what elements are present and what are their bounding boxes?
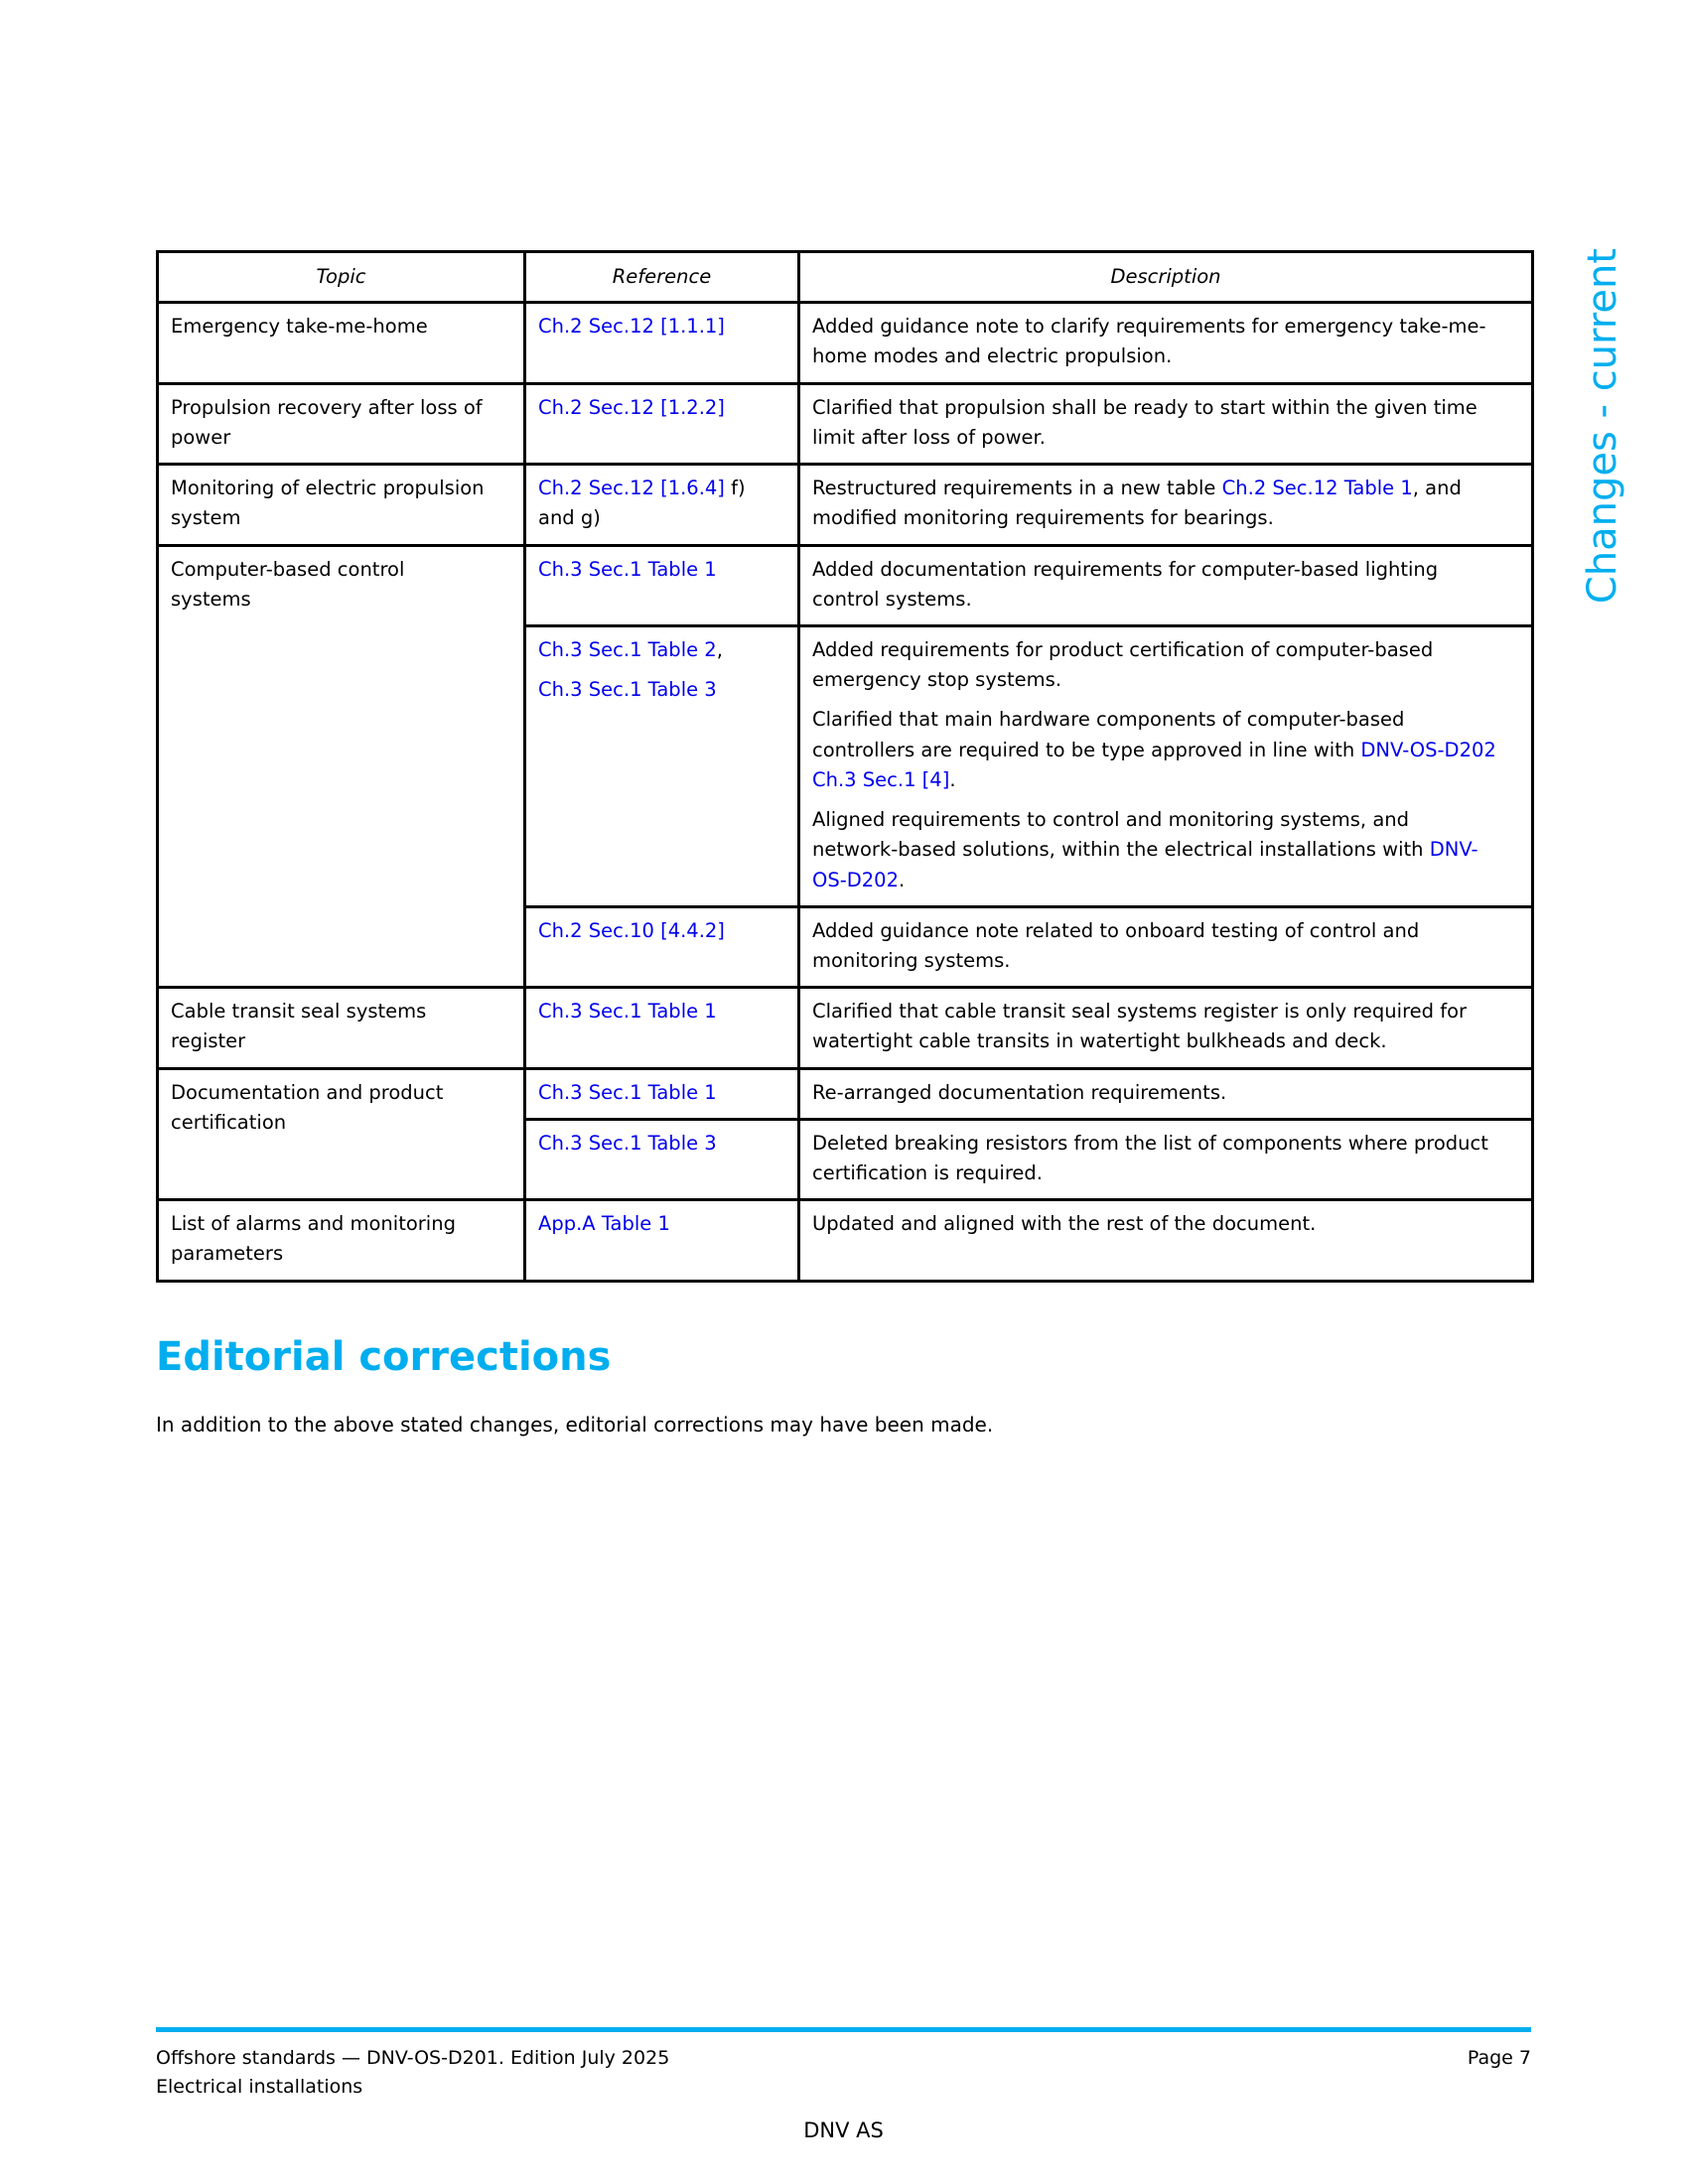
reference-text: , [716,637,723,661]
reference-link[interactable]: Ch.3 Sec.1 Table 1 [538,557,717,581]
reference-text: and g) [538,506,601,530]
topic-cell: Emergency take-me-home [158,303,525,383]
description-text: Added documentation requirements for computer-based lighting control systems. [812,557,1439,611]
description-cell [799,906,1533,987]
reference-link[interactable]: Ch.3 Sec.1 Table 2 [538,637,717,661]
reference-cell [525,906,799,987]
side-label-changes-current: Changes - current [1580,248,1625,605]
reference-cell [525,545,799,625]
description-text: Added requirements for product certification of computer-based emergency stop systems. [812,637,1434,692]
description-text: Updated and aligned with the rest of the document. [812,1212,1317,1236]
reference-cell [525,383,799,464]
reference-link[interactable]: Ch.2 Sec.12 [1.2.2] [538,395,725,419]
footer-company: DNV AS [803,2117,884,2142]
column-header-reference: Reference [525,252,799,303]
intro-paragraph: In addition to the above stated changes, editorial corrections may have been made. [156,1412,994,1436]
page-footer [156,2027,1531,2142]
footer-rule [156,2027,1531,2032]
topic-cell: List of alarms and monitoring parameters [158,1200,525,1281]
reference-cell [525,1119,799,1199]
description-text: Clarified that cable transit seal systems register is only required for watertight cable transits in watertight bulkheads and deck. [812,1000,1468,1053]
reference-cell [525,1068,799,1119]
table-row [158,1068,1533,1119]
description-cell [799,1068,1533,1119]
reference-cell [525,465,799,545]
section-heading: Editorial corrections [156,1333,612,1380]
description-text: , and modified monitoring requirements for bearings. [812,477,1462,530]
description-cell [799,545,1533,625]
description-text: Re-arranged documentation requirements. [812,1080,1227,1104]
description-text: . [949,767,956,791]
topic-cell: Computer-based control systems [158,545,525,988]
column-header-topic: Topic [158,252,525,303]
description-cell [799,383,1533,464]
description-text: Added guidance note to clarify requirements for emergency take-me-home modes and electric propulsion. [812,315,1486,368]
footer-doc-subtitle: Electrical installations [156,2076,363,2099]
changes-table [156,250,1534,1283]
table-row [158,383,1533,464]
description-text: Added guidance note related to onboard testing of control and monitoring systems. [812,918,1420,972]
description-cell [799,465,1533,545]
description-text: Deleted breaking resistors from the list of components where product certification is required. [812,1131,1488,1185]
reference-cell [525,988,799,1068]
table-header-row [158,252,1533,303]
reference-link[interactable]: Ch.2 Sec.10 [4.4.2] [538,918,725,942]
reference-cell [525,625,799,906]
reference-cell [525,303,799,383]
reference-link[interactable]: Ch.3 Sec.1 Table 3 [538,1131,717,1155]
description-text: Restructured requirements in a new table [812,477,1222,500]
description-cell [799,1119,1533,1199]
table-row [158,988,1533,1068]
reference-link[interactable]: Ch.2 Sec.12 [1.1.1] [538,315,725,339]
description-text: . [899,868,906,891]
reference-link[interactable]: Ch.2 Sec.12 [1.6.4] [538,477,725,500]
topic-cell: Documentation and product certification [158,1068,525,1200]
reference-link[interactable]: Ch.3 Sec.1 Table 1 [538,1000,717,1024]
description-cell [799,303,1533,383]
footer-doc-title: Offshore standards — DNV-OS-D201. Edition July 2025 [156,2047,670,2069]
description-cell [799,1200,1533,1281]
reference-text: f) [724,477,746,500]
footer-document-info [156,2044,669,2103]
description-cell [799,625,1533,906]
description-text: Clarified that propulsion shall be ready to start within the given time limit after loss of power. [812,395,1477,449]
table-row [158,465,1533,545]
reference-link[interactable]: App.A Table 1 [538,1212,670,1236]
topic-cell: Monitoring of electric propulsion system [158,465,525,545]
page-content [156,250,1531,1439]
reference-link[interactable]: Ch.3 Sec.1 Table 1 [538,1080,717,1104]
topic-cell: Propulsion recovery after loss of power [158,383,525,464]
column-header-description: Description [799,252,1533,303]
reference-cell [525,1200,799,1281]
footer-page-number: Page 7 [1467,2047,1531,2069]
table-row [158,1200,1533,1281]
table-row [158,303,1533,383]
description-cell [799,988,1533,1068]
table-row [158,545,1533,625]
description-text: Clarified that main hardware components of computer-based controllers are required to be type approved in line with [812,708,1405,761]
description-text: Aligned requirements to control and monitoring systems, and network-based solutions, within the electrical installations with [812,808,1430,862]
topic-cell: Cable transit seal systems register [158,988,525,1068]
description-link[interactable]: DNV-OS-D202 [812,838,1478,891]
reference-link[interactable]: Ch.3 Sec.1 Table 3 [538,678,717,702]
description-link[interactable]: DNV-OS-D202 Ch.3 Sec.1 [4] [812,738,1496,791]
description-link[interactable]: Ch.2 Sec.12 Table 1 [1221,477,1413,500]
